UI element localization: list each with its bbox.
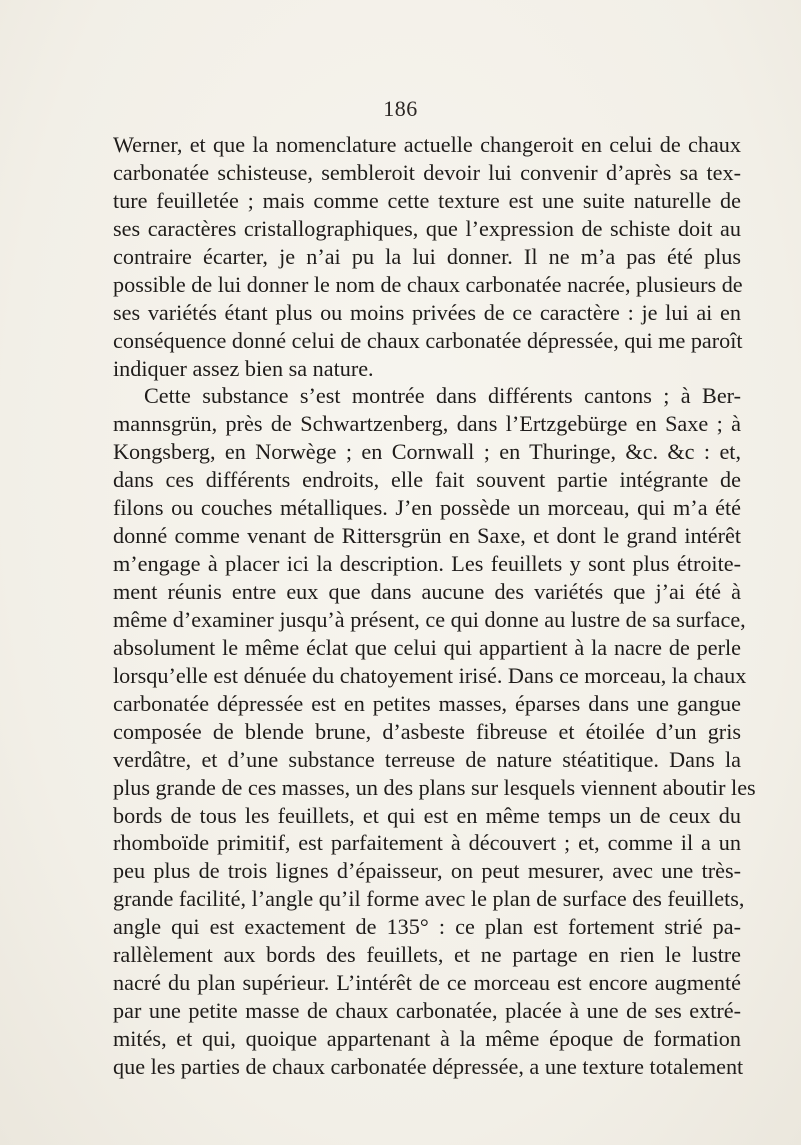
- text-line: grande facilité, l’angle qu’il forme avec le plan de surface des feuillets,: [113, 886, 745, 912]
- body-text: [113, 131, 756, 1081]
- text-line: filons ou couches métalliques. J’en possède un morceau, qui m’a été: [113, 495, 741, 521]
- text-line: indiquer assez bien sa nature.: [113, 355, 374, 381]
- text-line: ses caractères cristallographiques, que l’expression de schiste doit au: [113, 215, 741, 241]
- text-line: possible de lui donner le nom de chaux carbonatée nacrée, plusieurs de: [113, 271, 743, 297]
- page-number: 186: [383, 96, 418, 121]
- text-line: rallèlement aux bords des feuillets, et ne partage en rien le lustre: [113, 942, 741, 968]
- text-line: nacré du plan supérieur. L’intérêt de ce morceau est encore augmenté: [113, 970, 741, 996]
- text-line: conséquence donné celui de chaux carbonatée dépressée, qui me paroît: [113, 327, 743, 353]
- text-line: ment réunis entre eux que dans aucune des variétés que j’ai été à: [113, 579, 741, 604]
- text-line: Cette substance s’est montrée dans différents cantons ; à Ber-: [144, 383, 741, 409]
- text-line: composée de blende brune, d’asbeste fibreuse et étoilée d’un gris: [113, 718, 741, 744]
- text-line: Kongsberg, en Norwège ; en Cornwall ; en Thuringe, &c. &c : et,: [113, 439, 741, 465]
- text-line: ses variétés étant plus ou moins privées de ce caractère : je lui ai en: [113, 299, 741, 325]
- text-line: contraire écarter, je n’ai pu la lui donner. Il ne m’a pas été plus: [113, 243, 741, 269]
- text-line: Werner, et que la nomenclature actuelle changeroit en celui de chaux: [113, 132, 741, 157]
- text-line: que les parties de chaux carbonatée dépressée, a une texture totalement: [113, 1053, 744, 1079]
- text-line: angle qui est exactement de 135° : ce plan est fortement strié pa-: [113, 914, 741, 940]
- text-line: rhomboïde primitif, est parfaitement à découvert ; et, comme il a un: [113, 830, 741, 856]
- text-line: par une petite masse de chaux carbonatée, placée à une de ses extré-: [113, 998, 741, 1024]
- text-line: carbonatée dépressée est en petites masses, éparses dans une gangue: [113, 690, 741, 716]
- text-line: mités, et qui, quoique appartenant à la même époque de formation: [113, 1026, 741, 1051]
- text-line: mannsgrün, près de Schwartzenberg, dans l’Ertzgebürge en Saxe ; à: [113, 411, 741, 437]
- text-line: lorsqu’elle est dénuée du chatoyement irisé. Dans ce morceau, la chaux: [113, 662, 747, 688]
- text-line: carbonatée schisteuse, sembleroit devoir lui convenir d’après sa tex-: [113, 159, 741, 185]
- text-line: ture feuilletée ; mais comme cette texture est une suite naturelle de: [113, 187, 741, 213]
- text-line: m’engage à placer ici la description. Les feuillets y sont plus étroite-: [113, 551, 741, 577]
- text-line: dans ces différents endroits, elle fait souvent partie intégrante de: [113, 467, 741, 493]
- text-line: verdâtre, et d’une substance terreuse de nature stéatitique. Dans la: [113, 746, 741, 772]
- text-line: même d’examiner jusqu’à présent, ce qui donne au lustre de sa surface,: [113, 606, 746, 632]
- text-line: plus grande de ces masses, un des plans sur lesquels viennent aboutir les: [113, 774, 756, 800]
- text-line: peu plus de trois lignes d’épaisseur, on peut mesurer, avec une très-: [113, 858, 741, 884]
- text-line: absolument le même éclat que celui qui appartient à la nacre de perle: [113, 634, 741, 660]
- text-line: donné comme venant de Rittersgrün en Saxe, et dont le grand intérêt: [113, 523, 741, 549]
- text-line: bords de tous les feuillets, et qui est en même temps un de ceux du: [113, 802, 741, 828]
